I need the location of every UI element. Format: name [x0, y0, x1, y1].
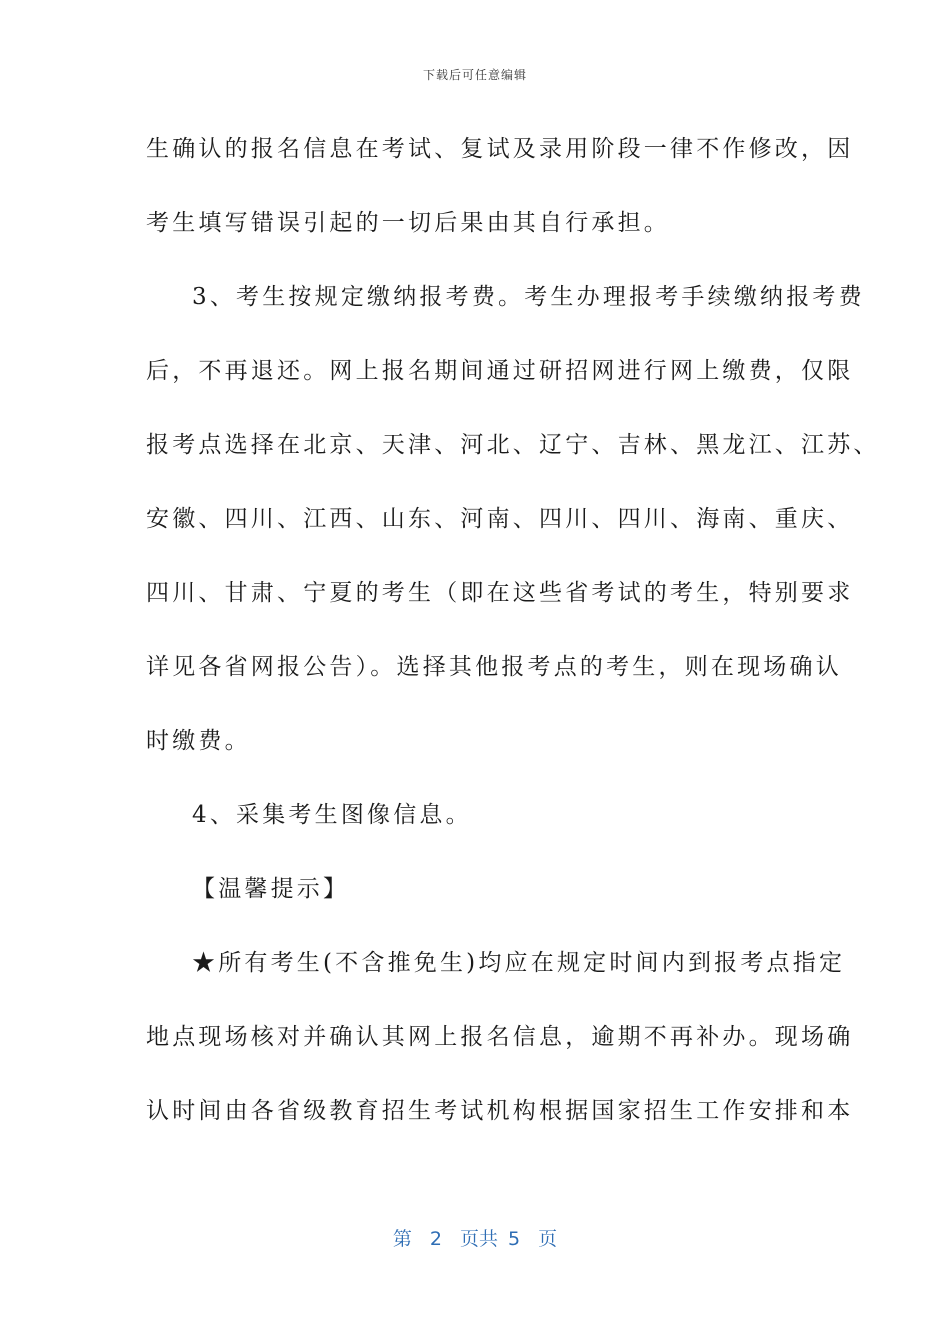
text-line: 详见各省网报公告）。选择其他报考点的考生，则在现场确认: [146, 654, 842, 680]
current-page-number: 2: [429, 1228, 442, 1250]
text-line: 时缴费。: [146, 728, 251, 754]
text-line: 生确认的报名信息在考试、复试及录用阶段一律不作修改，因: [146, 136, 854, 162]
text-line: 安徽、四川、江西、山东、河南、四川、四川、海南、重庆、: [146, 506, 854, 532]
text-line: 考生填写错误引起的一切后果由其自行承担。: [146, 210, 670, 236]
text-line: 后，不再退还。网上报名期间通过研招网进行网上缴费，仅限: [146, 358, 854, 384]
text-line: 报考点选择在北京、天津、河北、辽宁、吉林、黑龙江、江苏、: [146, 432, 880, 458]
document-body: [146, 112, 880, 1148]
tip-paragraph: ★所有考生(不含推免生)均应在规定时间内到报考点指定: [192, 950, 846, 976]
text-line: 四川、甘肃、宁夏的考生（即在这些省考试的考生，特别要求: [146, 580, 854, 606]
footer-prefix: 第: [392, 1228, 412, 1250]
text-line: 认时间由各省级教育招生考试机构根据国家招生工作安排和本: [146, 1098, 854, 1124]
footer-suffix: 页: [538, 1228, 558, 1250]
text-line: 地点现场核对并确认其网上报名信息，逾期不再补办。现场确: [146, 1024, 854, 1050]
footer-middle: 页共: [459, 1228, 498, 1250]
paragraph-item-4: 4、采集考生图像信息。: [192, 802, 472, 828]
paragraph-item-3: 3、考生按规定缴纳报考费。考生办理报考手续缴纳报考费: [192, 284, 865, 310]
tip-heading: 【温馨提示】: [192, 876, 350, 902]
page-footer: [0, 1224, 950, 1251]
page-header: 下载后可任意编辑: [422, 68, 527, 82]
total-pages-number: 5: [508, 1228, 521, 1250]
